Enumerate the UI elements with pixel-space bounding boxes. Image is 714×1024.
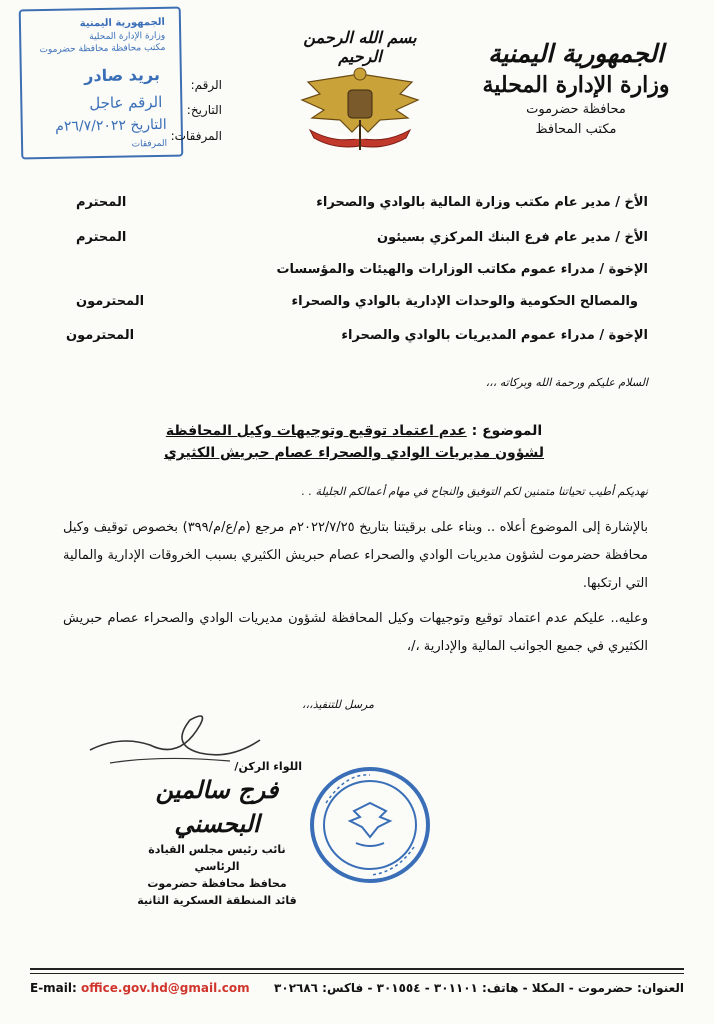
footer-divider [30, 968, 684, 970]
body-paragraph [63, 605, 648, 661]
honorific: المحترمون [66, 328, 135, 343]
honorific: المحترم [76, 195, 127, 210]
attachments-label: المرفقات: [170, 129, 222, 143]
office-name: مكتب المحافظ [535, 122, 617, 137]
subject [114, 420, 594, 464]
greeting: نهديكم أطيب تحياتنا متمنين لكم التوفيق والنجاح في مهام أعمالكم الجليلة . . [301, 485, 648, 498]
closing: مرسل للتنفيذ،،، [302, 698, 374, 711]
footer-address: العنوان: حضرموت - المكلا - هاتف: ٣٠١١٠١ - ٣٠١٥٥٤ - فاكس: ٣٠٢٦٨٦ [274, 981, 684, 995]
signature-block [132, 760, 302, 909]
stamp-line: الجمهورية اليمنية [79, 16, 166, 30]
subject-line: لشؤون مديريات الوادي والصحراء عصام حبريش الكثيري [163, 445, 545, 461]
addressee-line: الأخ / مدير عام فرع البنك المركزي بسيئون [377, 230, 648, 245]
stamp-attachments: المرفقات [131, 138, 168, 150]
basmala: بسم الله الرحمن الرحيم [303, 28, 417, 66]
date-label: التاريخ: [186, 103, 222, 117]
subject-label: الموضوع : [471, 423, 543, 439]
footer-email [30, 981, 250, 995]
letterhead-ministry [456, 38, 696, 140]
stamp-line: وزارة الإدارة المحلية [89, 30, 166, 43]
country-name: الجمهورية اليمنية [488, 39, 664, 68]
stamp-number: الرقم عاجل [89, 92, 163, 113]
signatory-title: محافظ محافظة حضرموت [147, 877, 287, 890]
official-seal-icon [306, 763, 434, 891]
outgoing-mail-stamp [19, 7, 184, 160]
number-label: الرقم: [190, 78, 222, 92]
paragraph-text: وعليه.. عليكم عدم اعتماد توقيع وتوجيهات وكيل المحافظة لشؤون مديريات الوادي والصحراء عصام حبريش الكثيري في جميع الجوانب المالية والإدارية ،/، [63, 611, 648, 654]
governorate-name: محافظة حضرموت [526, 102, 626, 117]
honorific: المحترمون [76, 294, 145, 309]
subject-line: عدم اعتماد توقيع وتوجيهات وكيل المحافظة [165, 423, 467, 439]
national-emblem-icon [290, 60, 430, 156]
body-paragraph [63, 514, 648, 598]
ministry-name: وزارة الإدارة المحلية [482, 72, 670, 98]
paragraph-text: بالإشارة إلى الموضوع أعلاه .. وبناء على برقيتنا بتاريخ ٢٠٢٢/٧/٢٥م مرجع (م/ع/م/٣٩٩) بخصوص توقيف وكيل محافظة حضرموت لشؤون مديريات الوادي والصحراء عصام حبريش الكثيري بسبب الخروقات الإدارية والمالية التي ارتكبها. [63, 520, 648, 591]
stamp-date: التاريخ ٢٦/٧/٢٠٢٢م [55, 116, 167, 135]
addressee-line: الأخ / مدير عام مكتب وزارة المالية بالوادي والصحراء [316, 195, 648, 210]
footer-divider [30, 973, 684, 974]
email-label: E-mail: [30, 981, 77, 995]
signatory-name: فرج سالمين البحسني [155, 775, 279, 838]
stamp-line: مكتب محافظة محافظة حضرموت [39, 42, 166, 56]
signatory-title: نائب رئيس مجلس القيادة الرئاسي [148, 843, 286, 873]
signatory-rank: اللواء الركن/ [234, 760, 302, 773]
addressee-line: الإخوة / مدراء عموم مكاتب الوزارات والهيئات والمؤسسات [276, 262, 648, 277]
addressee-line: والمصالح الحكومية والوحدات الإدارية بالوادي والصحراء [291, 294, 638, 309]
stamp-outgoing: بريد صادر [84, 64, 161, 86]
salutation: السلام عليكم ورحمة الله وبركاته ،،، [485, 376, 648, 389]
email-link[interactable]: office.gov.hd@gmail.com [81, 981, 250, 995]
signatory-title: قائد المنطقة العسكرية الثانية [137, 894, 297, 907]
honorific: المحترم [76, 230, 127, 245]
addressee-line: الإخوة / مدراء عموم المديريات بالوادي والصحراء [341, 328, 648, 343]
